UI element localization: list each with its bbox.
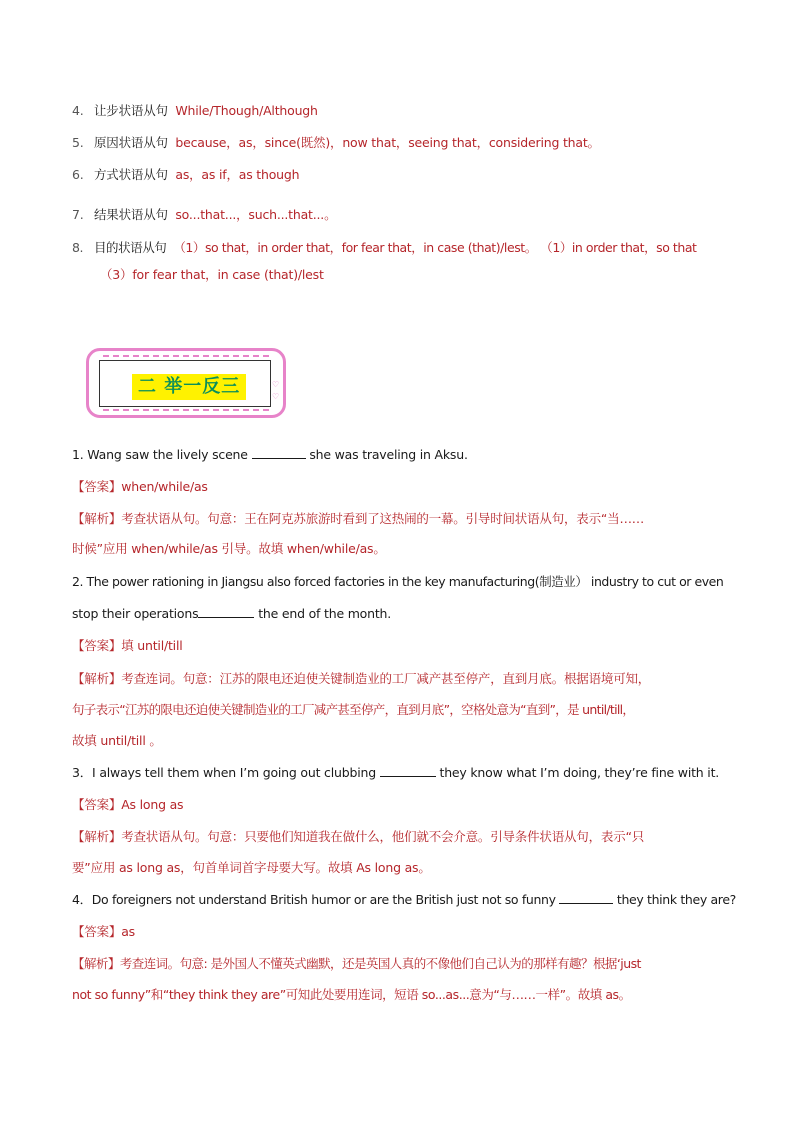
question-text: she was traveling in Aksu. — [309, 447, 468, 462]
answer-1 — [72, 478, 208, 496]
list-content: While/Though/Although — [175, 103, 318, 118]
answer-value: As long as — [121, 797, 184, 812]
answer-blank — [252, 446, 306, 459]
answer-blank — [198, 605, 254, 618]
question-text: they know what I’m doing, they’re fine with it. — [439, 765, 720, 780]
list-number: 7. — [72, 207, 84, 222]
question-1 — [72, 446, 468, 464]
analysis-3-line-2: 要”应用 as long as，句首单词首字母要大写。故填 As long as。 — [72, 860, 431, 875]
analysis-4-line-2: not so funny”和“they think they are”可知此处要用连词，短语 so...as...意为“与……一样”。故填 as。 — [72, 987, 631, 1002]
heart-icon: ♡ — [272, 392, 280, 401]
question-text: 3．I always tell them when I’m going out clubbing — [72, 765, 376, 780]
list-title: 目的状语从句 — [94, 240, 167, 255]
analysis-label: 【解析】 — [72, 511, 122, 526]
list-content: as，as if，as though — [175, 167, 300, 182]
list-item-5 — [72, 134, 600, 152]
analysis-2-line-2: 句子表示“江苏的限电还迫使关键制造业的工厂减产甚至停产，直到月底”，空格处意为“直到”，是 until/till， — [72, 702, 635, 717]
answer-4 — [72, 923, 135, 941]
list-content: so...that...，such...that...。 — [175, 207, 337, 222]
analysis-label: 【解析】 — [72, 956, 120, 971]
analysis-2-line-1 — [72, 670, 650, 688]
section-header-box — [99, 360, 271, 407]
list-item-8 — [72, 239, 697, 257]
analysis-label: 【解析】 — [72, 829, 122, 844]
list-item-6 — [72, 166, 299, 184]
analysis-text: 考查连词。句意: 是外国人不懂英式幽默，还是英国人真的不像他们自己认为的那样有趣？根据‘just — [119, 956, 641, 971]
analysis-3-line-1 — [72, 828, 644, 846]
question-text: 4．Do foreigners not understand British humor or are the British just not so funny — [72, 892, 556, 907]
question-2-line-2 — [72, 605, 391, 623]
answer-label: 【答案】 — [72, 797, 122, 812]
question-text: they think they are? — [616, 892, 736, 907]
list-number: 8. — [72, 240, 84, 255]
list-content: （1）so that，in order that，for fear that，in case (that)/lest。 （1）in order that，so that — [173, 240, 697, 255]
question-3 — [72, 764, 719, 782]
list-item-7 — [72, 206, 336, 224]
analysis-text: 考查状语从句。句意：王在阿克苏旅游时看到了这热闹的一幕。引导时间状语从句，表示“当…… — [121, 511, 645, 526]
answer-3 — [72, 796, 183, 814]
question-text: 1. Wang saw the lively scene — [72, 447, 248, 462]
analysis-1-line-2: 时候”应用 when/while/as 引导。故填 when/while/as。 — [72, 541, 386, 556]
answer-value: 填 until/till — [121, 638, 183, 653]
list-title: 让步状语从句 — [94, 103, 168, 118]
analysis-text: 考查状语从句。句意：只要他们知道我在做什么，他们就不会介意。引导条件状语从句，表示“只 — [121, 829, 645, 844]
section-header-frame — [86, 348, 286, 418]
analysis-4-line-1 — [72, 955, 641, 973]
list-title: 结果状语从句 — [94, 207, 168, 222]
list-title: 原因状语从句 — [94, 135, 168, 150]
list-number: 6. — [72, 167, 84, 182]
question-4 — [72, 891, 736, 909]
heart-icon: ♡ — [272, 380, 280, 389]
list-item-4 — [72, 102, 318, 120]
answer-label: 【答案】 — [72, 924, 122, 939]
question-2-line-1: 2. The power rationing in Jiangsu also forced factories in the key manufacturing(制造业） industry to cut or even — [72, 574, 724, 589]
answer-blank — [559, 891, 613, 904]
analysis-text: 考查连词。句意：江苏的限电还迫使关键制造业的工厂减产甚至停产，直到月底。根据语境可知， — [121, 671, 651, 686]
analysis-1-line-1 — [72, 510, 644, 528]
list-content: because，as，since(既然)，now that，seeing that，considering that。 — [175, 135, 600, 150]
list-title: 方式状语从句 — [94, 167, 168, 182]
answer-blank — [380, 764, 436, 777]
answer-label: 【答案】 — [72, 479, 122, 494]
list-number: 5. — [72, 135, 84, 150]
answer-value: as — [121, 924, 135, 939]
section-title: 二 举一反三 — [132, 374, 246, 400]
list-item-8-continued: （3）for fear that，in case (that)/lest — [100, 267, 324, 282]
question-text: the end of the month. — [258, 606, 392, 621]
question-text: stop their operations — [72, 606, 199, 621]
answer-2 — [72, 637, 183, 655]
analysis-label: 【解析】 — [72, 671, 122, 686]
answer-value: when/while/as — [121, 479, 208, 494]
analysis-2-line-3: 故填 until/till 。 — [72, 733, 162, 748]
list-number: 4. — [72, 103, 84, 118]
answer-label: 【答案】 — [72, 638, 122, 653]
